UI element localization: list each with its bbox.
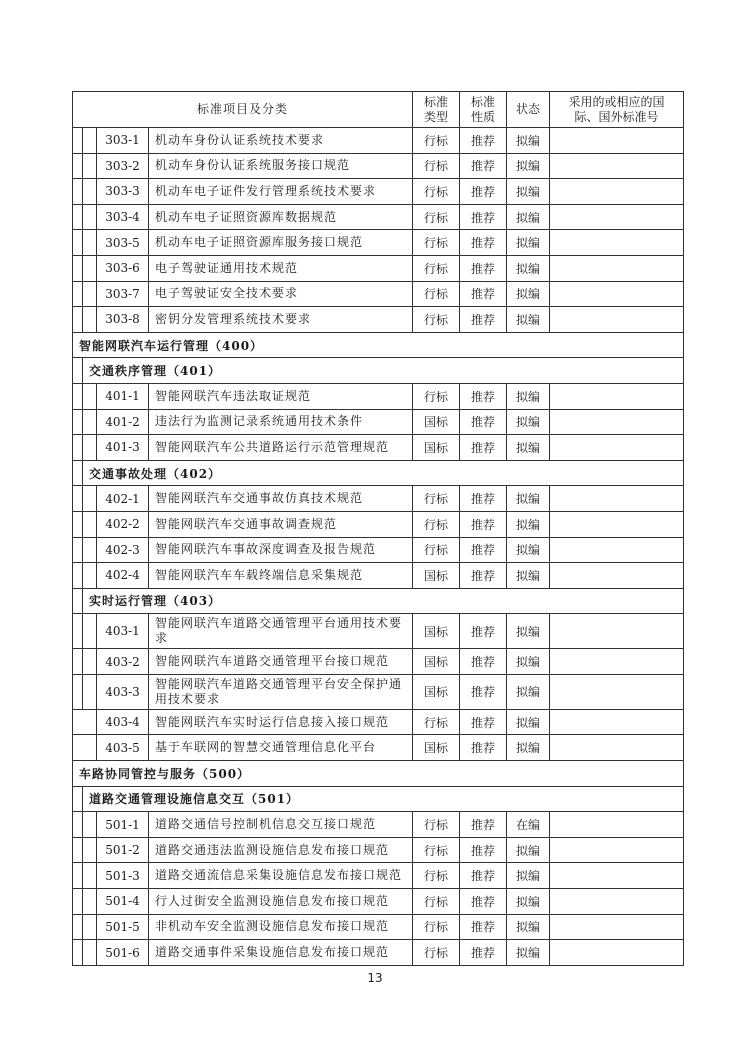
standard-name: 智能网联汽车交通事故仿真技术规范	[149, 486, 413, 512]
header-row	[73, 92, 684, 128]
indent-cell	[73, 649, 83, 675]
standard-status: 拟编	[507, 837, 550, 863]
standard-code: 501-2	[97, 837, 149, 863]
indent-cell	[73, 709, 97, 735]
standard-code: 402-3	[97, 537, 149, 563]
standard-status: 在编	[507, 812, 550, 838]
table-row	[73, 735, 684, 761]
standard-code: 303-5	[97, 230, 149, 256]
table-row	[73, 812, 684, 838]
standard-type: 行标	[413, 511, 460, 537]
indent-cell	[73, 358, 83, 384]
indent-cell	[83, 179, 97, 205]
standard-type: 国标	[413, 563, 460, 589]
table-row	[73, 179, 684, 205]
standard-type: 行标	[413, 537, 460, 563]
table-row	[73, 204, 684, 230]
indent-cell	[73, 940, 83, 966]
standard-code: 401-1	[97, 383, 149, 409]
section-row	[73, 786, 684, 812]
standard-status: 拟编	[507, 128, 550, 154]
standard-nature: 推荐	[460, 383, 507, 409]
adopted-standard	[550, 837, 684, 863]
indent-cell	[73, 614, 83, 649]
indent-cell	[83, 537, 97, 563]
standard-name: 道路交通事件采集设施信息发布接口规范	[149, 940, 413, 966]
indent-cell	[73, 674, 83, 709]
standard-type: 行标	[413, 889, 460, 915]
adopted-standard	[550, 179, 684, 205]
standard-name: 道路交通信号控制机信息交互接口规范	[149, 812, 413, 838]
standard-code: 303-6	[97, 255, 149, 281]
standard-type: 行标	[413, 940, 460, 966]
standard-code: 303-1	[97, 128, 149, 154]
adopted-standard	[550, 307, 684, 333]
indent-cell	[83, 204, 97, 230]
standard-name: 道路交通流信息采集设施信息发布接口规范	[149, 863, 413, 889]
adopted-standard	[550, 914, 684, 940]
standard-status: 拟编	[507, 383, 550, 409]
indent-cell	[83, 889, 97, 915]
indent-cell	[83, 914, 97, 940]
header-status: 状态	[507, 92, 550, 128]
standard-type: 行标	[413, 307, 460, 333]
standard-status: 拟编	[507, 307, 550, 333]
section-row	[73, 761, 684, 787]
adopted-standard	[550, 383, 684, 409]
table-body	[73, 128, 684, 966]
standard-type: 国标	[413, 674, 460, 709]
standard-status: 拟编	[507, 563, 550, 589]
standard-type: 行标	[413, 863, 460, 889]
adopted-standard	[550, 812, 684, 838]
standard-name: 智能网联汽车违法取证规范	[149, 383, 413, 409]
indent-cell	[83, 435, 97, 461]
table-row	[73, 435, 684, 461]
indent-cell	[83, 674, 97, 709]
table-row	[73, 409, 684, 435]
standard-code: 501-4	[97, 889, 149, 915]
standard-name: 机动车电子证照资源库数据规范	[149, 204, 413, 230]
indent-cell	[73, 486, 83, 512]
standard-status: 拟编	[507, 537, 550, 563]
table-row	[73, 674, 684, 709]
adopted-standard	[550, 674, 684, 709]
adopted-standard	[550, 537, 684, 563]
standard-status: 拟编	[507, 435, 550, 461]
indent-cell	[73, 786, 83, 812]
standard-code: 303-7	[97, 281, 149, 307]
header-item: 标准项目及分类	[73, 92, 413, 128]
section-title: 智能网联汽车运行管理（400）	[73, 332, 684, 358]
standard-code: 501-1	[97, 812, 149, 838]
indent-cell	[73, 735, 97, 761]
standard-nature: 推荐	[460, 230, 507, 256]
standard-status: 拟编	[507, 674, 550, 709]
header-nature: 标准 性质	[460, 92, 507, 128]
standard-type: 国标	[413, 435, 460, 461]
standard-type: 行标	[413, 837, 460, 863]
indent-cell	[83, 649, 97, 675]
table-row	[73, 128, 684, 154]
standard-nature: 推荐	[460, 735, 507, 761]
standard-code: 403-2	[97, 649, 149, 675]
standard-nature: 推荐	[460, 128, 507, 154]
standard-type: 行标	[413, 128, 460, 154]
standard-status: 拟编	[507, 649, 550, 675]
indent-cell	[73, 179, 83, 205]
indent-cell	[73, 281, 83, 307]
standard-name: 基于车联网的智慧交通管理信息化平台	[149, 735, 413, 761]
standard-type: 行标	[413, 812, 460, 838]
standard-nature: 推荐	[460, 486, 507, 512]
adopted-standard	[550, 128, 684, 154]
standards-table	[72, 91, 684, 966]
indent-cell	[83, 307, 97, 333]
standard-status: 拟编	[507, 735, 550, 761]
standard-status: 拟编	[507, 230, 550, 256]
standard-name: 智能网联汽车道路交通管理平台通用技术要求	[149, 614, 413, 649]
indent-cell	[73, 537, 83, 563]
standard-nature: 推荐	[460, 435, 507, 461]
indent-cell	[73, 588, 83, 614]
section-row	[73, 460, 684, 486]
standard-name: 智能网联汽车公共道路运行示范管理规范	[149, 435, 413, 461]
standard-type: 行标	[413, 914, 460, 940]
adopted-standard	[550, 889, 684, 915]
indent-cell	[73, 409, 83, 435]
indent-cell	[73, 255, 83, 281]
standard-nature: 推荐	[460, 511, 507, 537]
standard-code: 303-4	[97, 204, 149, 230]
standard-code: 403-3	[97, 674, 149, 709]
standard-status: 拟编	[507, 889, 550, 915]
indent-cell	[73, 204, 83, 230]
standard-nature: 推荐	[460, 537, 507, 563]
standard-name: 智能网联汽车事故深度调查及报告规范	[149, 537, 413, 563]
standard-name: 机动车电子证照资源库服务接口规范	[149, 230, 413, 256]
standard-status: 拟编	[507, 863, 550, 889]
section-title: 道路交通管理设施信息交互（501）	[83, 786, 684, 812]
adopted-standard	[550, 281, 684, 307]
indent-cell	[73, 128, 83, 154]
standard-nature: 推荐	[460, 940, 507, 966]
standard-code: 402-4	[97, 563, 149, 589]
adopted-standard	[550, 649, 684, 675]
standard-type: 国标	[413, 409, 460, 435]
standard-type: 行标	[413, 153, 460, 179]
indent-cell	[83, 409, 97, 435]
standard-status: 拟编	[507, 709, 550, 735]
standard-type: 行标	[413, 204, 460, 230]
standard-type: 行标	[413, 255, 460, 281]
adopted-standard	[550, 709, 684, 735]
section-title: 实时运行管理（403）	[83, 588, 684, 614]
adopted-standard	[550, 511, 684, 537]
standard-nature: 推荐	[460, 153, 507, 179]
section-title: 交通事故处理（402）	[83, 460, 684, 486]
standard-code: 303-8	[97, 307, 149, 333]
adopted-standard	[550, 255, 684, 281]
indent-cell	[73, 383, 83, 409]
standard-code: 401-3	[97, 435, 149, 461]
indent-cell	[73, 511, 83, 537]
standard-name: 智能网联汽车道路交通管理平台安全保护通用技术要求	[149, 674, 413, 709]
standard-code: 401-2	[97, 409, 149, 435]
table-row	[73, 863, 684, 889]
indent-cell	[83, 255, 97, 281]
adopted-standard	[550, 563, 684, 589]
table-row	[73, 563, 684, 589]
table-row	[73, 837, 684, 863]
indent-cell	[83, 863, 97, 889]
indent-cell	[83, 153, 97, 179]
standard-name: 智能网联汽车实时运行信息接入接口规范	[149, 709, 413, 735]
table-row	[73, 153, 684, 179]
standard-name: 行人过街安全监测设施信息发布接口规范	[149, 889, 413, 915]
adopted-standard	[550, 153, 684, 179]
indent-cell	[83, 812, 97, 838]
standard-status: 拟编	[507, 511, 550, 537]
standard-status: 拟编	[507, 486, 550, 512]
standard-nature: 推荐	[460, 863, 507, 889]
standard-status: 拟编	[507, 204, 550, 230]
standard-status: 拟编	[507, 614, 550, 649]
standard-code: 303-2	[97, 153, 149, 179]
adopted-standard	[550, 486, 684, 512]
standard-nature: 推荐	[460, 812, 507, 838]
standard-nature: 推荐	[460, 889, 507, 915]
adopted-standard	[550, 940, 684, 966]
standard-name: 智能网联汽车道路交通管理平台接口规范	[149, 649, 413, 675]
table-row	[73, 940, 684, 966]
indent-cell	[83, 281, 97, 307]
table-row	[73, 537, 684, 563]
indent-cell	[73, 812, 83, 838]
standard-status: 拟编	[507, 409, 550, 435]
indent-cell	[73, 889, 83, 915]
table-row	[73, 614, 684, 649]
adopted-standard	[550, 614, 684, 649]
indent-cell	[83, 383, 97, 409]
standard-status: 拟编	[507, 940, 550, 966]
standard-nature: 推荐	[460, 204, 507, 230]
adopted-standard	[550, 863, 684, 889]
indent-cell	[83, 563, 97, 589]
standard-type: 行标	[413, 179, 460, 205]
standard-status: 拟编	[507, 179, 550, 205]
indent-cell	[73, 863, 83, 889]
standard-name: 道路交通违法监测设施信息发布接口规范	[149, 837, 413, 863]
standard-code: 403-4	[97, 709, 149, 735]
standard-name: 机动车电子证件发行管理系统技术要求	[149, 179, 413, 205]
standard-nature: 推荐	[460, 307, 507, 333]
indent-cell	[83, 486, 97, 512]
standard-code: 402-2	[97, 511, 149, 537]
standard-type: 行标	[413, 383, 460, 409]
standard-code: 501-3	[97, 863, 149, 889]
standard-code: 501-6	[97, 940, 149, 966]
standard-code: 403-5	[97, 735, 149, 761]
standard-name: 违法行为监测记录系统通用技术条件	[149, 409, 413, 435]
table-row	[73, 649, 684, 675]
table-row	[73, 889, 684, 915]
table-row	[73, 486, 684, 512]
indent-cell	[83, 837, 97, 863]
standard-nature: 推荐	[460, 674, 507, 709]
adopted-standard	[550, 204, 684, 230]
standard-type: 国标	[413, 649, 460, 675]
indent-cell	[73, 460, 83, 486]
section-title: 车路协同管控与服务（500）	[73, 761, 684, 787]
standard-status: 拟编	[507, 255, 550, 281]
indent-cell	[83, 614, 97, 649]
standard-name: 电子驾驶证安全技术要求	[149, 281, 413, 307]
standard-nature: 推荐	[460, 649, 507, 675]
indent-cell	[73, 435, 83, 461]
standard-type: 行标	[413, 709, 460, 735]
table-row	[73, 255, 684, 281]
standard-nature: 推荐	[460, 709, 507, 735]
adopted-standard	[550, 735, 684, 761]
standard-name: 智能网联汽车交通事故调查规范	[149, 511, 413, 537]
adopted-standard	[550, 230, 684, 256]
table-row	[73, 230, 684, 256]
standard-code: 303-3	[97, 179, 149, 205]
section-title: 交通秩序管理（401）	[83, 358, 684, 384]
standard-nature: 推荐	[460, 409, 507, 435]
indent-cell	[83, 511, 97, 537]
standard-name: 非机动车安全监测设施信息发布接口规范	[149, 914, 413, 940]
standard-nature: 推荐	[460, 563, 507, 589]
table-row	[73, 511, 684, 537]
standard-type: 行标	[413, 486, 460, 512]
table-row	[73, 281, 684, 307]
indent-cell	[73, 563, 83, 589]
standard-code: 402-1	[97, 486, 149, 512]
standard-code: 501-5	[97, 914, 149, 940]
header-adopted: 采用的或相应的国 际、国外标准号	[550, 92, 684, 128]
standard-name: 电子驾驶证通用技术规范	[149, 255, 413, 281]
header-type: 标准 类型	[413, 92, 460, 128]
standard-nature: 推荐	[460, 837, 507, 863]
standard-type: 国标	[413, 614, 460, 649]
standard-status: 拟编	[507, 914, 550, 940]
standard-nature: 推荐	[460, 255, 507, 281]
table-row	[73, 307, 684, 333]
standard-nature: 推荐	[460, 914, 507, 940]
standard-nature: 推荐	[460, 614, 507, 649]
section-row	[73, 332, 684, 358]
indent-cell	[73, 307, 83, 333]
standard-status: 拟编	[507, 153, 550, 179]
standard-type: 行标	[413, 230, 460, 256]
standard-nature: 推荐	[460, 179, 507, 205]
table-row	[73, 383, 684, 409]
table-row	[73, 914, 684, 940]
table-row	[73, 709, 684, 735]
standard-type: 国标	[413, 735, 460, 761]
standard-nature: 推荐	[460, 281, 507, 307]
indent-cell	[83, 940, 97, 966]
indent-cell	[83, 128, 97, 154]
adopted-standard	[550, 435, 684, 461]
standard-status: 拟编	[507, 281, 550, 307]
standard-name: 机动车身份认证系统服务接口规范	[149, 153, 413, 179]
indent-cell	[73, 153, 83, 179]
standard-name: 机动车身份认证系统技术要求	[149, 128, 413, 154]
indent-cell	[83, 230, 97, 256]
indent-cell	[73, 230, 83, 256]
adopted-standard	[550, 409, 684, 435]
standard-type: 行标	[413, 281, 460, 307]
section-row	[73, 358, 684, 384]
page-number: 13	[367, 971, 383, 985]
section-row	[73, 588, 684, 614]
indent-cell	[73, 914, 83, 940]
standard-name: 密钥分发管理系统技术要求	[149, 307, 413, 333]
standard-code: 403-1	[97, 614, 149, 649]
indent-cell	[73, 837, 83, 863]
standard-name: 智能网联汽车车载终端信息采集规范	[149, 563, 413, 589]
